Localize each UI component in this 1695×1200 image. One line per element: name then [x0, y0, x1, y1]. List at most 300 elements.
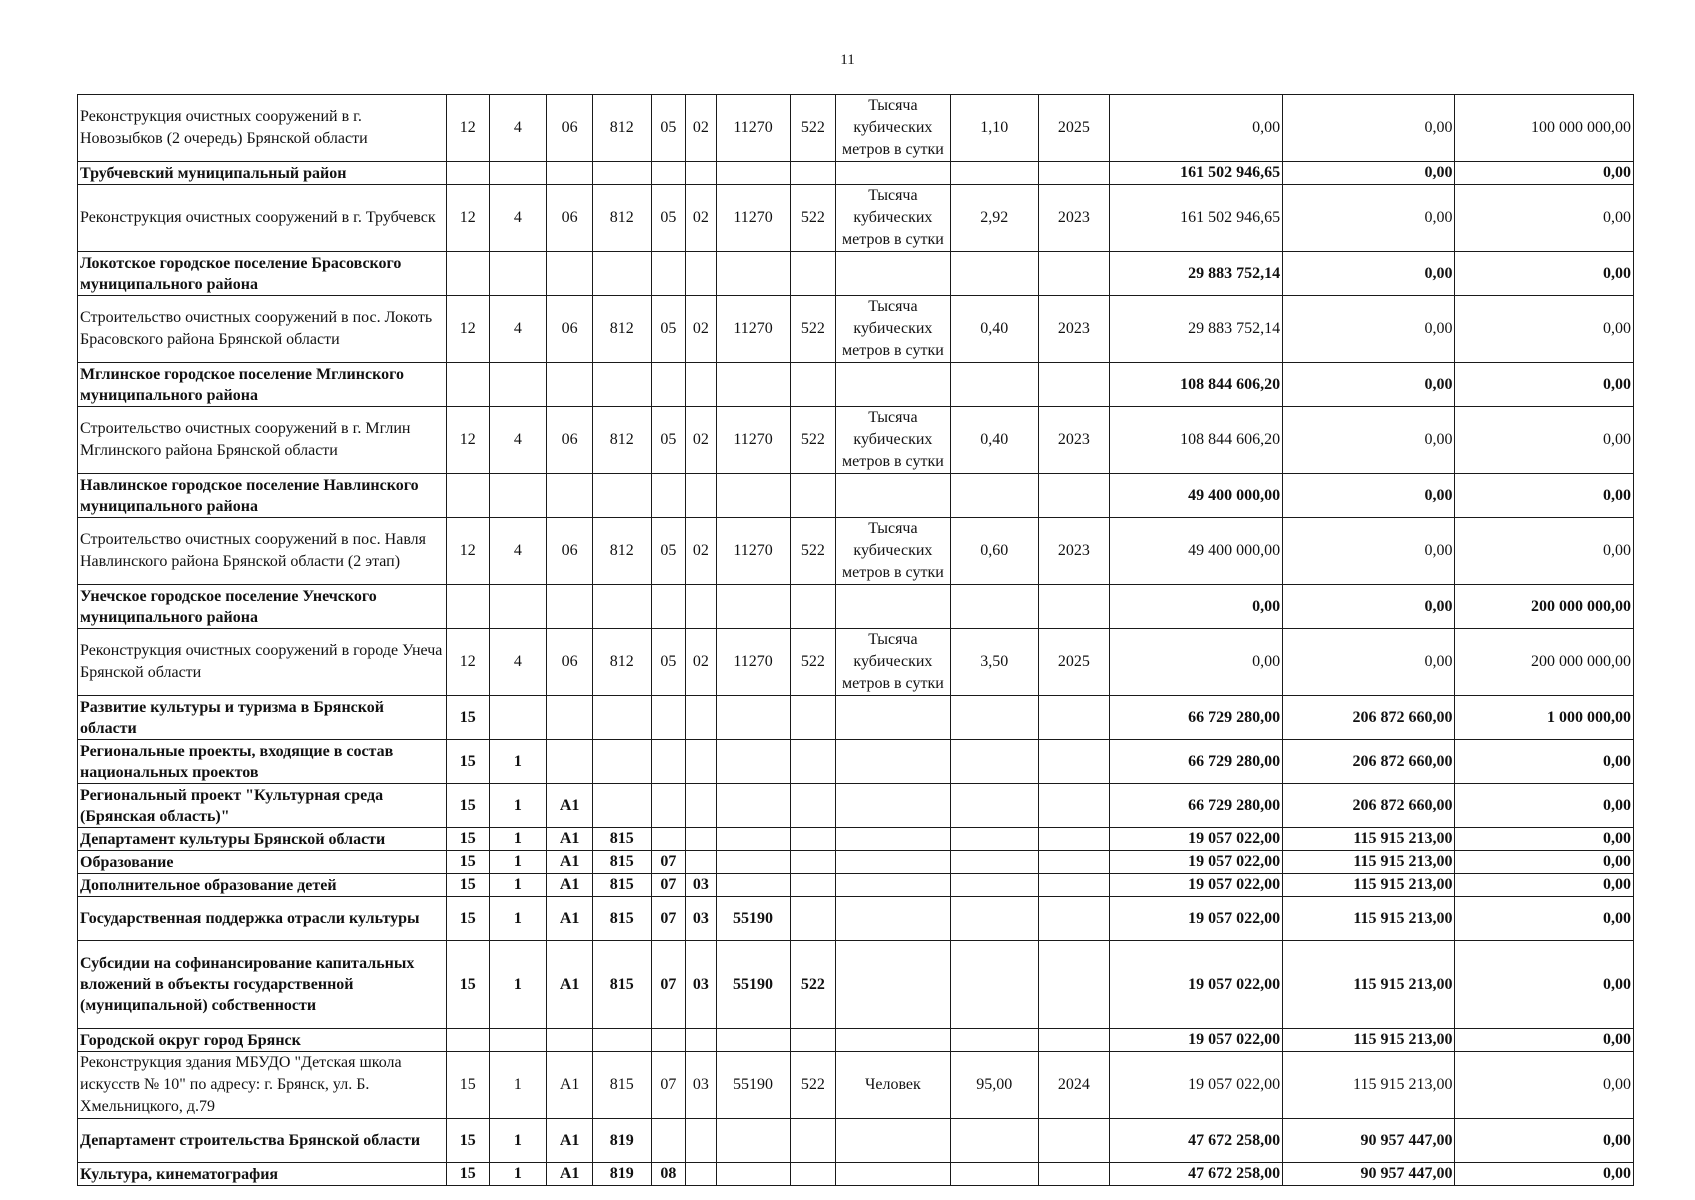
cell-program: 12: [446, 296, 489, 363]
cell-name: Городской округ город Брянск: [78, 1029, 447, 1052]
cell-target-article: 55190: [716, 897, 790, 941]
cell-sum-2024: 0,00: [1283, 407, 1455, 474]
cell-program: 15: [446, 740, 489, 784]
cell-section: [651, 1029, 685, 1052]
cell-section: [651, 1119, 685, 1163]
cell-subsection: [686, 740, 716, 784]
cell-program: 15: [446, 874, 489, 897]
cell-sum-2025: 100 000 000,00: [1455, 95, 1634, 162]
cell-subprogram: [489, 252, 547, 296]
cell-target-article: [716, 851, 790, 874]
cell-sum-2023: 0,00: [1109, 95, 1282, 162]
cell-subprogram: 1: [489, 828, 547, 851]
cell-sum-2024: 115 915 213,00: [1283, 874, 1455, 897]
cell-sum-2025: 0,00: [1455, 162, 1634, 185]
cell-sum-2025: 0,00: [1455, 296, 1634, 363]
cell-subsection: [686, 851, 716, 874]
cell-event: А1: [547, 874, 593, 897]
cell-section: 07: [651, 1052, 685, 1119]
cell-sum-2025: 0,00: [1455, 1029, 1634, 1052]
cell-subsection: [686, 1029, 716, 1052]
cell-subsection: 02: [686, 185, 716, 252]
cell-event: [547, 363, 593, 407]
cell-program: 12: [446, 407, 489, 474]
cell-unit: [836, 363, 951, 407]
cell-subprogram: [489, 696, 547, 740]
cell-subprogram: 1: [489, 874, 547, 897]
cell-year: [1038, 828, 1109, 851]
cell-sum-2023: 161 502 946,65: [1109, 185, 1282, 252]
cell-sum-2025: 0,00: [1455, 407, 1634, 474]
cell-target-article: [716, 828, 790, 851]
cell-sum-2023: 49 400 000,00: [1109, 518, 1282, 585]
cell-sum-2024: 0,00: [1283, 296, 1455, 363]
cell-name: Унечское городское поселение Унечского муниципального района: [78, 585, 447, 629]
table-row: [78, 784, 1634, 828]
cell-target-article: [716, 1029, 790, 1052]
cell-capacity: 95,00: [950, 1052, 1038, 1119]
cell-name: Культура, кинематография: [78, 1163, 447, 1186]
cell-sum-2025: 0,00: [1455, 851, 1634, 874]
cell-name: Реконструкция очистных сооружений в г. Новозыбков (2 очередь) Брянской области: [78, 95, 447, 162]
cell-sum-2024: 0,00: [1283, 629, 1455, 696]
cell-sum-2024: 0,00: [1283, 162, 1455, 185]
cell-expense-type: [790, 828, 836, 851]
cell-name: Дополнительное образование детей: [78, 874, 447, 897]
cell-unit: [836, 474, 951, 518]
cell-year: 2023: [1038, 185, 1109, 252]
cell-name: Развитие культуры и туризма в Брянской области: [78, 696, 447, 740]
cell-unit: [836, 740, 951, 784]
cell-subsection: [686, 474, 716, 518]
page-number: 11: [840, 52, 855, 68]
cell-section: 07: [651, 874, 685, 897]
cell-unit: [836, 1163, 951, 1186]
cell-expense-type: [790, 740, 836, 784]
cell-section: [651, 252, 685, 296]
cell-name: Строительство очистных сооружений в пос. Локоть Брасовского района Брянской области: [78, 296, 447, 363]
cell-grbs: 812: [592, 296, 651, 363]
cell-section: [651, 696, 685, 740]
cell-grbs: 815: [592, 874, 651, 897]
table-row: [78, 474, 1634, 518]
cell-subprogram: 4: [489, 95, 547, 162]
cell-subsection: [686, 252, 716, 296]
table-row: [78, 851, 1634, 874]
cell-capacity: [950, 740, 1038, 784]
cell-sum-2024: 0,00: [1283, 474, 1455, 518]
cell-sum-2023: 19 057 022,00: [1109, 1029, 1282, 1052]
cell-sum-2023: 29 883 752,14: [1109, 296, 1282, 363]
cell-sum-2025: 0,00: [1455, 363, 1634, 407]
cell-sum-2025: 0,00: [1455, 740, 1634, 784]
cell-subsection: [686, 1119, 716, 1163]
cell-year: 2023: [1038, 518, 1109, 585]
cell-sum-2024: 0,00: [1283, 185, 1455, 252]
cell-expense-type: 522: [790, 1052, 836, 1119]
cell-grbs: 815: [592, 828, 651, 851]
cell-subprogram: 4: [489, 407, 547, 474]
cell-subprogram: [489, 474, 547, 518]
cell-target-article: [716, 585, 790, 629]
cell-section: 05: [651, 296, 685, 363]
cell-event: [547, 162, 593, 185]
cell-target-article: 11270: [716, 518, 790, 585]
cell-event: А1: [547, 941, 593, 1029]
cell-sum-2025: 0,00: [1455, 1052, 1634, 1119]
cell-event: А1: [547, 897, 593, 941]
cell-grbs: 812: [592, 407, 651, 474]
cell-program: 12: [446, 518, 489, 585]
cell-expense-type: [790, 363, 836, 407]
cell-unit: Тысяча кубических метров в сутки: [836, 518, 951, 585]
cell-program: 15: [446, 696, 489, 740]
cell-unit: [836, 897, 951, 941]
cell-capacity: [950, 941, 1038, 1029]
cell-sum-2025: 0,00: [1455, 518, 1634, 585]
cell-grbs: 812: [592, 629, 651, 696]
cell-sum-2024: 115 915 213,00: [1283, 1052, 1455, 1119]
cell-subprogram: 1: [489, 941, 547, 1029]
cell-year: 2024: [1038, 1052, 1109, 1119]
cell-year: [1038, 740, 1109, 784]
cell-sum-2024: 0,00: [1283, 585, 1455, 629]
cell-grbs: 815: [592, 1052, 651, 1119]
cell-expense-type: 522: [790, 95, 836, 162]
cell-program: 15: [446, 828, 489, 851]
cell-grbs: [592, 474, 651, 518]
cell-subprogram: [489, 1029, 547, 1052]
cell-subsection: 03: [686, 941, 716, 1029]
cell-sum-2024: 206 872 660,00: [1283, 740, 1455, 784]
cell-expense-type: [790, 474, 836, 518]
cell-capacity: [950, 474, 1038, 518]
cell-year: [1038, 784, 1109, 828]
cell-program: 15: [446, 1163, 489, 1186]
cell-event: 06: [547, 296, 593, 363]
cell-grbs: [592, 252, 651, 296]
cell-unit: [836, 162, 951, 185]
table-row: [78, 585, 1634, 629]
cell-grbs: 819: [592, 1163, 651, 1186]
cell-unit: Тысяча кубических метров в сутки: [836, 407, 951, 474]
cell-sum-2025: 0,00: [1455, 874, 1634, 897]
table-body: [78, 95, 1634, 1186]
cell-expense-type: 522: [790, 518, 836, 585]
cell-program: [446, 474, 489, 518]
cell-sum-2023: 0,00: [1109, 585, 1282, 629]
cell-target-article: [716, 363, 790, 407]
cell-target-article: 11270: [716, 185, 790, 252]
cell-year: [1038, 696, 1109, 740]
cell-subsection: [686, 162, 716, 185]
cell-name: Реконструкция очистных сооружений в г. Трубчевск: [78, 185, 447, 252]
cell-sum-2025: 0,00: [1455, 1163, 1634, 1186]
cell-sum-2023: 49 400 000,00: [1109, 474, 1282, 518]
table-row: [78, 828, 1634, 851]
cell-year: [1038, 474, 1109, 518]
cell-expense-type: 522: [790, 296, 836, 363]
cell-unit: Тысяча кубических метров в сутки: [836, 185, 951, 252]
cell-subprogram: 1: [489, 1052, 547, 1119]
cell-subsection: 03: [686, 897, 716, 941]
cell-year: 2025: [1038, 629, 1109, 696]
cell-sum-2023: 19 057 022,00: [1109, 851, 1282, 874]
cell-sum-2025: 0,00: [1455, 185, 1634, 252]
cell-section: [651, 585, 685, 629]
cell-sum-2025: 1 000 000,00: [1455, 696, 1634, 740]
cell-sum-2024: 206 872 660,00: [1283, 696, 1455, 740]
cell-sum-2023: 19 057 022,00: [1109, 1052, 1282, 1119]
cell-name: Навлинское городское поселение Навлинского муниципального района: [78, 474, 447, 518]
cell-expense-type: [790, 897, 836, 941]
cell-year: 2025: [1038, 95, 1109, 162]
cell-section: 05: [651, 518, 685, 585]
cell-sum-2025: 0,00: [1455, 474, 1634, 518]
table-row: [78, 162, 1634, 185]
cell-unit: [836, 252, 951, 296]
cell-event: А1: [547, 784, 593, 828]
cell-grbs: 812: [592, 518, 651, 585]
cell-name: Мглинское городское поселение Мглинского муниципального района: [78, 363, 447, 407]
cell-sum-2023: 0,00: [1109, 629, 1282, 696]
cell-name: Трубчевский муниципальный район: [78, 162, 447, 185]
cell-subsection: 03: [686, 1052, 716, 1119]
cell-target-article: [716, 696, 790, 740]
table-row: [78, 95, 1634, 162]
cell-sum-2023: 19 057 022,00: [1109, 897, 1282, 941]
cell-name: Реконструкция очистных сооружений в городе Унеча Брянской области: [78, 629, 447, 696]
cell-subsection: 02: [686, 296, 716, 363]
cell-unit: [836, 828, 951, 851]
cell-event: [547, 1029, 593, 1052]
cell-subsection: [686, 363, 716, 407]
cell-target-article: 55190: [716, 941, 790, 1029]
cell-subsection: [686, 1163, 716, 1186]
cell-sum-2025: 0,00: [1455, 897, 1634, 941]
table-row: [78, 363, 1634, 407]
cell-program: 15: [446, 1052, 489, 1119]
cell-program: 12: [446, 185, 489, 252]
cell-section: 07: [651, 941, 685, 1029]
cell-event: А1: [547, 851, 593, 874]
cell-subsection: [686, 585, 716, 629]
cell-event: А1: [547, 828, 593, 851]
cell-event: А1: [547, 1163, 593, 1186]
cell-event: [547, 740, 593, 784]
cell-section: 07: [651, 897, 685, 941]
cell-unit: [836, 941, 951, 1029]
cell-expense-type: [790, 1163, 836, 1186]
cell-event: 06: [547, 185, 593, 252]
cell-capacity: [950, 696, 1038, 740]
cell-sum-2024: 115 915 213,00: [1283, 897, 1455, 941]
cell-grbs: [592, 585, 651, 629]
cell-unit: [836, 874, 951, 897]
cell-capacity: 0,40: [950, 407, 1038, 474]
cell-sum-2025: 0,00: [1455, 1119, 1634, 1163]
cell-sum-2023: 66 729 280,00: [1109, 740, 1282, 784]
cell-year: [1038, 851, 1109, 874]
budget-table: [77, 94, 1634, 1186]
cell-subsection: 02: [686, 629, 716, 696]
cell-target-article: 11270: [716, 407, 790, 474]
cell-subprogram: 1: [489, 897, 547, 941]
cell-name: Департамент культуры Брянской области: [78, 828, 447, 851]
cell-event: [547, 585, 593, 629]
cell-subsection: 03: [686, 874, 716, 897]
cell-expense-type: 522: [790, 941, 836, 1029]
cell-unit: [836, 696, 951, 740]
cell-name: Строительство очистных сооружений в пос. Навля Навлинского района Брянской области (2 этап): [78, 518, 447, 585]
cell-event: [547, 696, 593, 740]
cell-sum-2025: 200 000 000,00: [1455, 585, 1634, 629]
cell-sum-2023: 29 883 752,14: [1109, 252, 1282, 296]
cell-program: 15: [446, 851, 489, 874]
cell-sum-2023: 19 057 022,00: [1109, 941, 1282, 1029]
cell-grbs: [592, 162, 651, 185]
cell-subprogram: 1: [489, 851, 547, 874]
cell-name: Субсидии на софинансирование капитальных вложений в объекты государственной (муниципальной) собственности: [78, 941, 447, 1029]
cell-capacity: [950, 851, 1038, 874]
cell-sum-2023: 108 844 606,20: [1109, 407, 1282, 474]
table-row: [78, 1163, 1634, 1186]
cell-section: 08: [651, 1163, 685, 1186]
cell-target-article: 11270: [716, 95, 790, 162]
cell-unit: [836, 585, 951, 629]
table-row: [78, 518, 1634, 585]
cell-name: Департамент строительства Брянской области: [78, 1119, 447, 1163]
cell-capacity: [950, 363, 1038, 407]
cell-subsection: [686, 828, 716, 851]
cell-expense-type: [790, 696, 836, 740]
cell-name: Образование: [78, 851, 447, 874]
cell-subprogram: [489, 363, 547, 407]
cell-expense-type: [790, 1029, 836, 1052]
cell-grbs: 815: [592, 897, 651, 941]
table-row: [78, 1052, 1634, 1119]
cell-sum-2023: 19 057 022,00: [1109, 874, 1282, 897]
cell-grbs: 815: [592, 851, 651, 874]
cell-target-article: [716, 252, 790, 296]
cell-expense-type: 522: [790, 629, 836, 696]
cell-name: Региональный проект "Культурная среда (Брянская область)": [78, 784, 447, 828]
cell-year: [1038, 1163, 1109, 1186]
cell-event: 06: [547, 95, 593, 162]
cell-target-article: [716, 874, 790, 897]
cell-grbs: 819: [592, 1119, 651, 1163]
cell-sum-2025: 200 000 000,00: [1455, 629, 1634, 696]
cell-target-article: 11270: [716, 296, 790, 363]
cell-event: А1: [547, 1052, 593, 1119]
cell-sum-2024: 90 957 447,00: [1283, 1119, 1455, 1163]
cell-program: 12: [446, 95, 489, 162]
cell-target-article: [716, 784, 790, 828]
cell-capacity: 1,10: [950, 95, 1038, 162]
cell-section: [651, 474, 685, 518]
table-row: [78, 1119, 1634, 1163]
cell-target-article: [716, 474, 790, 518]
cell-grbs: [592, 740, 651, 784]
cell-program: [446, 363, 489, 407]
cell-capacity: [950, 1119, 1038, 1163]
cell-unit: Тысяча кубических метров в сутки: [836, 95, 951, 162]
cell-sum-2025: 0,00: [1455, 828, 1634, 851]
cell-expense-type: [790, 162, 836, 185]
cell-program: [446, 252, 489, 296]
table-row: [78, 897, 1634, 941]
table-row: [78, 407, 1634, 474]
cell-expense-type: [790, 784, 836, 828]
cell-sum-2024: 0,00: [1283, 518, 1455, 585]
cell-sum-2023: 108 844 606,20: [1109, 363, 1282, 407]
cell-capacity: 3,50: [950, 629, 1038, 696]
cell-program: 12: [446, 629, 489, 696]
cell-grbs: 815: [592, 941, 651, 1029]
cell-sum-2025: 0,00: [1455, 252, 1634, 296]
cell-program: [446, 585, 489, 629]
cell-subprogram: 1: [489, 1119, 547, 1163]
cell-section: [651, 784, 685, 828]
cell-capacity: 0,60: [950, 518, 1038, 585]
cell-unit: [836, 851, 951, 874]
cell-sum-2025: 0,00: [1455, 784, 1634, 828]
cell-unit: [836, 784, 951, 828]
cell-section: 05: [651, 629, 685, 696]
cell-sum-2023: 47 672 258,00: [1109, 1119, 1282, 1163]
cell-program: 15: [446, 784, 489, 828]
table-row: [78, 1029, 1634, 1052]
cell-expense-type: 522: [790, 185, 836, 252]
cell-sum-2023: 161 502 946,65: [1109, 162, 1282, 185]
cell-sum-2024: 90 957 447,00: [1283, 1163, 1455, 1186]
cell-event: [547, 252, 593, 296]
cell-section: 07: [651, 851, 685, 874]
cell-year: [1038, 1029, 1109, 1052]
cell-name: Локотское городское поселение Брасовского муниципального района: [78, 252, 447, 296]
cell-sum-2023: 47 672 258,00: [1109, 1163, 1282, 1186]
cell-subsection: 02: [686, 518, 716, 585]
cell-target-article: [716, 1119, 790, 1163]
cell-section: [651, 828, 685, 851]
table-row: [78, 185, 1634, 252]
cell-sum-2024: 0,00: [1283, 95, 1455, 162]
cell-capacity: [950, 585, 1038, 629]
cell-unit: Тысяча кубических метров в сутки: [836, 296, 951, 363]
cell-subprogram: 1: [489, 1163, 547, 1186]
cell-subprogram: [489, 585, 547, 629]
cell-name: Региональные проекты, входящие в состав национальных проектов: [78, 740, 447, 784]
cell-program: [446, 1029, 489, 1052]
cell-subprogram: 4: [489, 518, 547, 585]
cell-program: 15: [446, 1119, 489, 1163]
cell-sum-2024: 115 915 213,00: [1283, 828, 1455, 851]
cell-unit: [836, 1029, 951, 1052]
cell-year: 2023: [1038, 407, 1109, 474]
cell-section: 05: [651, 185, 685, 252]
cell-sum-2023: 66 729 280,00: [1109, 696, 1282, 740]
cell-program: 15: [446, 941, 489, 1029]
cell-name: Государственная поддержка отрасли культуры: [78, 897, 447, 941]
cell-section: [651, 363, 685, 407]
cell-grbs: 812: [592, 185, 651, 252]
cell-sum-2024: 0,00: [1283, 252, 1455, 296]
cell-target-article: 55190: [716, 1052, 790, 1119]
cell-sum-2024: 115 915 213,00: [1283, 851, 1455, 874]
cell-year: [1038, 1119, 1109, 1163]
cell-subsection: 02: [686, 95, 716, 162]
cell-program: [446, 162, 489, 185]
